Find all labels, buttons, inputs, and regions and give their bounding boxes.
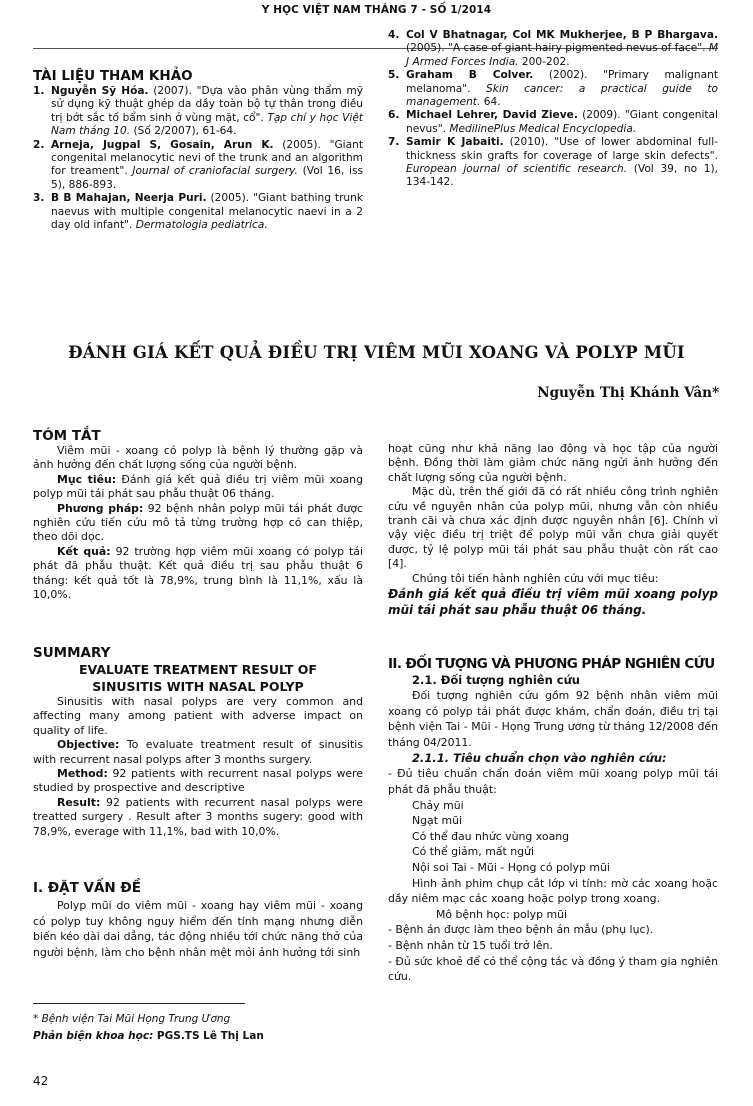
reviewer-label: Phản biện khoa học: bbox=[33, 1030, 154, 1042]
criteria-item: - Đủ tiêu chuẩn chẩn đoán viêm mũi xoang polyp mũi tái phát đã phẫu thuật: bbox=[388, 767, 718, 796]
section1-paragraph: Chúng tôi tiến hành nghiên cứu với mục tiêu: bbox=[412, 571, 659, 585]
summary-method bbox=[33, 767, 363, 796]
reference-number: 2. bbox=[33, 138, 45, 151]
tomtat-method bbox=[33, 502, 363, 545]
result-label: Kết quả: bbox=[57, 544, 111, 558]
reference-details: (Vol 16, iss 5), 886-893. bbox=[51, 165, 363, 191]
section-introduction bbox=[33, 880, 363, 960]
section-methods bbox=[388, 656, 718, 985]
reference-item bbox=[388, 136, 718, 190]
methods-paragraph: Đối tượng nghiên cứu gồm 92 bệnh nhân viêm mũi xoang có polyp tái phát được khám, chẩn đoán, điều trị tại bệnh viện Tai - Mũi - Họng Trung ương từ tháng 12/2008 đến tháng 04/2011. bbox=[388, 689, 718, 749]
subsection-heading: 2.1. Đối tượng nghiên cứu bbox=[412, 673, 580, 687]
reference-journal: M J Armed Forces India. bbox=[406, 42, 718, 68]
reference-title: (2005). "Giant bathing trunk naevus with multiple congenital melanocytic naevi in a 2 day old infant". bbox=[51, 192, 363, 232]
section-introduction-continued bbox=[388, 442, 718, 618]
section2-heading: II. ĐỐI TƯỢNG VÀ PHƯƠNG PHÁP NGHIÊN CỨU bbox=[388, 656, 715, 672]
reference-journal: European journal of scientific research. bbox=[406, 163, 628, 176]
reference-number: 7. bbox=[388, 136, 400, 149]
result-label: Result: bbox=[57, 795, 101, 809]
reference-list bbox=[33, 85, 363, 232]
method-text: 92 bệnh nhân polyp mũi tái phát được nghiên cứu tiến cứu mô tả từng trường hợp có can thiệp, theo dõi dọc. bbox=[33, 501, 363, 544]
tomtat-heading: TÓM TẮT bbox=[33, 428, 101, 444]
reference-item bbox=[33, 139, 363, 193]
summary-intro: Sinusitis with nasal polyps are very common and affecting many among patient with adverse impact on quality of life. bbox=[33, 695, 363, 737]
reference-list bbox=[388, 29, 718, 190]
summary-heading: SUMMARY bbox=[33, 645, 111, 661]
summary-objective bbox=[33, 738, 363, 767]
method-label: Phương pháp: bbox=[57, 501, 144, 515]
references-heading: TÀI LIỆU THAM KHẢO bbox=[33, 68, 193, 84]
reference-authors: Samir K Jabaiti. bbox=[406, 136, 504, 149]
section1-paragraph: Mặc dù, trên thế giới đã có rất nhiều công trình nghiên cứu về nguyên nhân của polyp mũi, nhưng vẫn còn nhiều tranh cãi và chưa xác định được nguyên nhân [6]. Chính vì vậy việc điều trị triệt để polyp mũi vẫn chưa giải quyết được, tỷ lệ polyp mũi tái phát sau phẫu thuật còn rất cao [4]. bbox=[388, 485, 718, 571]
result-text: 92 patients with recurrent nasal polyps were treatted surgery . Result after 3 months sugery: good with 78,9%, everage with 11,1%, bad with 10,0%. bbox=[33, 795, 363, 838]
symptom-item: Ngạt mũi bbox=[412, 814, 463, 828]
reference-title: (2007). "Dựa vào phân vùng thẩm mỹ sử dụng kỹ thuật ghép da dầy toàn bộ tự thân trong điều trị bớt sắc tố bẩm sinh ở vùng mặt, cổ". bbox=[51, 85, 363, 124]
reference-journal: MedilinePlus Medical Encyclopedia. bbox=[449, 122, 637, 135]
abstract-vi bbox=[33, 428, 363, 602]
reference-number: 1. bbox=[33, 85, 45, 97]
reference-number: 5. bbox=[388, 69, 400, 82]
reference-details: (Vol 39, no 1), 134-142. bbox=[406, 163, 718, 189]
method-label: Method: bbox=[57, 767, 108, 781]
footnote-reviewer bbox=[33, 1028, 363, 1045]
summary-result bbox=[33, 796, 363, 839]
reference-authors: Arneja, Jugpal S, Gosain, Arun K. bbox=[51, 138, 274, 151]
running-header: Y HỌC VIỆT NAM THÁNG 7 - SỐ 1/2014 bbox=[261, 4, 492, 16]
reference-number: 6. bbox=[388, 109, 400, 122]
reference-journal: Dermatologia pediatrica. bbox=[135, 219, 268, 232]
reference-journal: Skin cancer: a practical guide to management. bbox=[406, 82, 718, 109]
criteria-item: - Bệnh nhân từ 15 tuổi trở lên. bbox=[388, 938, 553, 952]
section1-paragraph: hoạt cũng như khả năng lao động và học tập của người bệnh. Đồng thời làm giảm chức năng ngửi ảnh hưởng đến chất lượng sống của người bệnh. bbox=[388, 442, 718, 484]
symptom-item: Chảy mũi bbox=[412, 798, 464, 812]
reference-item bbox=[33, 85, 363, 139]
symptom-item: Có thể đau nhức vùng xoang bbox=[412, 829, 570, 843]
reference-item bbox=[388, 29, 718, 69]
references-right bbox=[388, 29, 718, 190]
summary-title-line: EVALUATE TREATMENT RESULT OF bbox=[79, 662, 317, 677]
footnote-affiliation: * Bệnh viện Tai Mũi Họng Trung Ương bbox=[33, 1013, 231, 1025]
method-text: 92 patients with recurrent nasal polyps were studied by prospective and descriptive bbox=[33, 767, 363, 795]
reference-number: 3. bbox=[33, 192, 45, 205]
objective-text: Đánh giá kết quả điều trị viêm mũi xoang polyp mũi tái phát sau phẫu thuật 06 tháng. bbox=[33, 472, 363, 501]
page-number: 42 bbox=[33, 1074, 49, 1088]
reference-number: 4. bbox=[388, 29, 400, 41]
section1-paragraph: Polyp mũi do viêm mũi - xoang hay viêm mũi - xoang có polyp tuy không nguy hiểm đến tính mạng nhưng diễn biến kéo dài dai dẳng, tác động nhiều tới chức năng thở của người bệnh, làm cho bệnh nhân mệt mỏi ảnh hưởng tới sinh bbox=[33, 899, 363, 959]
footnote bbox=[33, 1011, 363, 1045]
reference-item bbox=[388, 69, 718, 109]
reference-authors: Michael Lehrer, David Zieve. bbox=[406, 109, 578, 122]
reference-item bbox=[388, 109, 718, 136]
imaging-criteria: Hình ảnh phim chụp cắt lớp vi tính: mờ các xoang hoặc dầy niêm mạc các xoang hoặc polyp trong xoang. bbox=[388, 876, 718, 906]
subsection-heading: 2.1.1. Tiêu chuẩn chọn vào nghiên cứu: bbox=[412, 751, 667, 766]
reference-journal: Tạp chí y học Việt Nam tháng 10. bbox=[51, 111, 364, 138]
criteria-item: - Bệnh án được làm theo bệnh án mẫu (phụ lục). bbox=[388, 923, 654, 937]
objective-text: To evaluate treatment result of sinusitis with recurrent nasal polyps after 3 months surgery. bbox=[33, 738, 363, 766]
tomtat-objective bbox=[33, 473, 363, 502]
reference-item bbox=[33, 192, 363, 232]
objective-label: Mục tiêu: bbox=[57, 472, 117, 486]
reference-journal: Journal of craniofacial surgery. bbox=[132, 165, 298, 178]
abstract-en bbox=[33, 645, 363, 839]
reference-authors: B B Mahajan, Neerja Puri. bbox=[51, 192, 207, 205]
section1-heading: I. ĐẶT VẤN ĐỀ bbox=[33, 880, 141, 896]
reference-authors: Graham B Colver. bbox=[406, 69, 534, 82]
tomtat-result bbox=[33, 545, 363, 603]
reference-details: 64. bbox=[480, 96, 501, 109]
reviewer-name: PGS.TS Lê Thị Lan bbox=[153, 1030, 264, 1042]
symptom-item: Có thể giảm, mất ngửi bbox=[412, 845, 534, 859]
reference-title: (2005). "Giant congenital melanocytic nevi of the trunk and an algorithm for treament". bbox=[51, 138, 363, 178]
study-objective: Đánh giá kết quả điều trị viêm mũi xoang polyp mũi tái phát sau phẫu thuật 06 tháng. bbox=[388, 587, 718, 618]
summary-title-line: SINUSITIS WITH NASAL POLYP bbox=[92, 679, 304, 694]
footnote-rule bbox=[33, 1003, 245, 1004]
tomtat-intro: Viêm mũi - xoang có polyp là bệnh lý thường gặp và ảnh hưởng đến chất lượng sống của người bệnh. bbox=[33, 444, 363, 472]
reference-details: 200-202. bbox=[518, 55, 570, 68]
reference-title: (2002). "Primary malignant melanoma". bbox=[406, 69, 718, 95]
criteria-item: - Đủ sức khoẻ để có thể cộng tác và đồng ý tham gia nghiên cứu. bbox=[388, 954, 718, 984]
reference-title: (2009). "Giant congenital nevus". bbox=[406, 109, 718, 135]
objective-label: Objective: bbox=[57, 738, 120, 752]
histology-criteria: Mô bệnh học: polyp mũi bbox=[436, 907, 568, 921]
reference-authors: Nguyễn Sỹ Hóa. bbox=[51, 85, 149, 97]
references-left bbox=[33, 68, 363, 232]
reference-details: (Số 2/2007), 61-64. bbox=[130, 125, 237, 138]
reference-title: (2005). "A case of giant hairy pigmented nevus of face". bbox=[406, 42, 709, 55]
reference-title: (2010). "Use of lower abdominal full-thickness skin grafts for coverage of large skin defects". bbox=[406, 136, 718, 162]
result-text: 92 trường hợp viêm mũi xoang có polyp tái phát đã phẫu thuật. Kết quả điều trị sau phẫu thuật 6 tháng: kết quả tốt là 78,9%, trung bình là 11,1%, xấu là 10,0%. bbox=[33, 544, 364, 602]
symptom-item: Nội soi Tai - Mũi - Họng có polyp mũi bbox=[412, 860, 610, 874]
reference-authors: Col V Bhatnagar, Col MK Mukherjee, B P Bhargava. bbox=[406, 29, 718, 41]
article-title: ĐÁNH GIÁ KẾT QUẢ ĐIỀU TRỊ VIÊM MŨI XOANG VÀ POLYP MŨI bbox=[68, 343, 685, 362]
article-author: Nguyễn Thị Khánh Vân* bbox=[537, 385, 719, 401]
